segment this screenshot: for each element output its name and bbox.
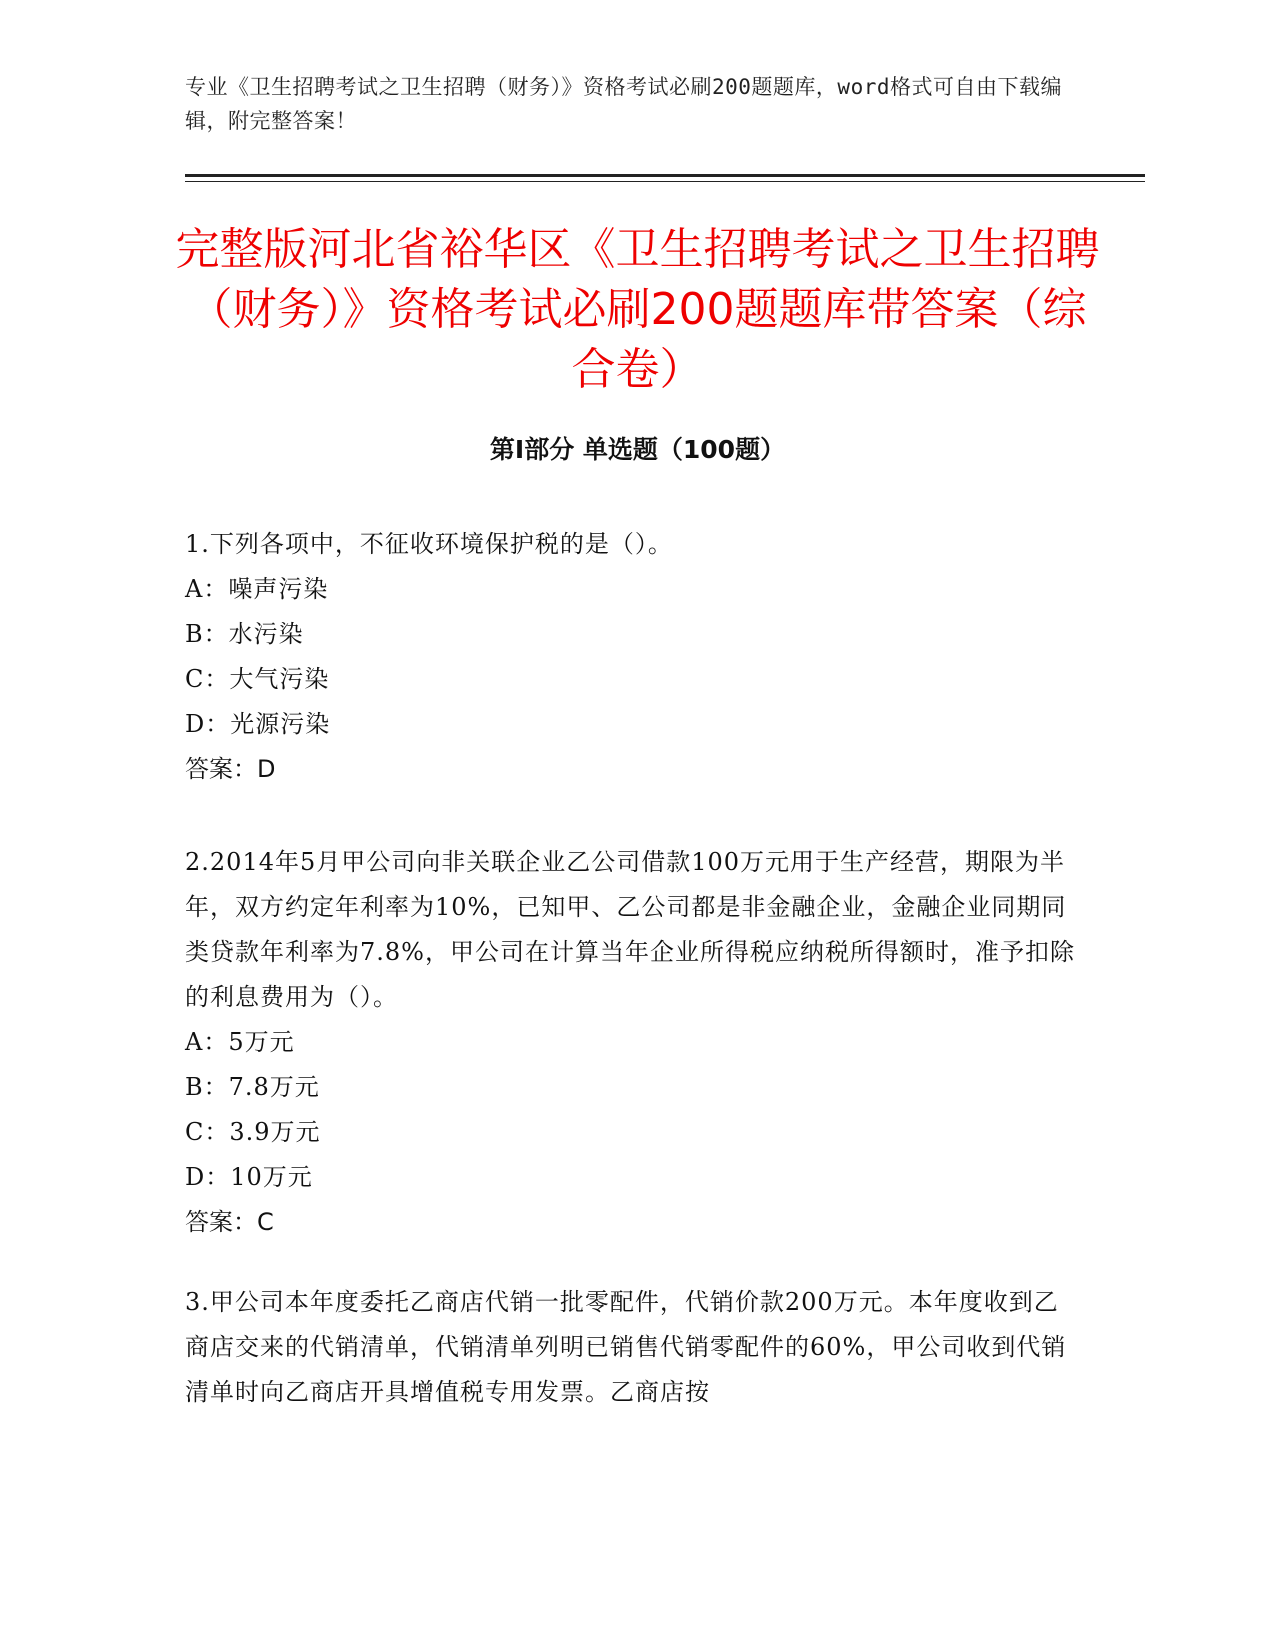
option-c: C：3.9万元	[185, 1118, 321, 1146]
option-d: D：光源污染	[185, 710, 331, 738]
question-1	[185, 522, 1075, 792]
option-a: A：5万元	[185, 1028, 295, 1056]
option-b: B：水污染	[185, 620, 304, 648]
question-stem: 2.2014年5月甲公司向非关联企业乙公司借款100万元用于生产经营，期限为半年，双方约定年利率为10%，已知甲、乙公司都是非金融企业，金融企业同期同类贷款年利率为7.8%，甲公司在计算当年企业所得税应纳税所得额时，准予扣除的利息费用为（）。	[185, 848, 1075, 1011]
answer: 答案：C	[185, 1208, 274, 1236]
option-c: C：大气污染	[185, 665, 330, 693]
header-note: 专业《卫生招聘考试之卫生招聘（财务）》资格考试必刷200题题库，word格式可自由下载编辑，附完整答案！	[185, 75, 1062, 133]
section-title: 第Ⅰ部分 单选题（100题）	[489, 435, 786, 464]
option-d: D：10万元	[185, 1163, 313, 1191]
option-a: A：噪声污染	[185, 575, 329, 603]
question-2	[185, 840, 1075, 1245]
question-3	[185, 1280, 1075, 1415]
header-divider-thin	[185, 181, 1145, 182]
question-stem: 1.下列各项中，不征收环境保护税的是（）。	[185, 530, 673, 558]
question-stem: 3.甲公司本年度委托乙商店代销一批零配件，代销价款200万元。本年度收到乙商店交来的代销清单，代销清单列明已销售代销零配件的60%，甲公司收到代销清单时向乙商店开具增值税专用发票。乙商店按	[185, 1288, 1067, 1406]
document-title: 完整版河北省裕华区《卫生招聘考试之卫生招聘（财务）》资格考试必刷200题题库带答案（综合卷）	[175, 224, 1100, 395]
option-b: B：7.8万元	[185, 1073, 320, 1101]
answer: 答案：D	[185, 755, 276, 783]
header-divider-thick	[185, 174, 1145, 177]
